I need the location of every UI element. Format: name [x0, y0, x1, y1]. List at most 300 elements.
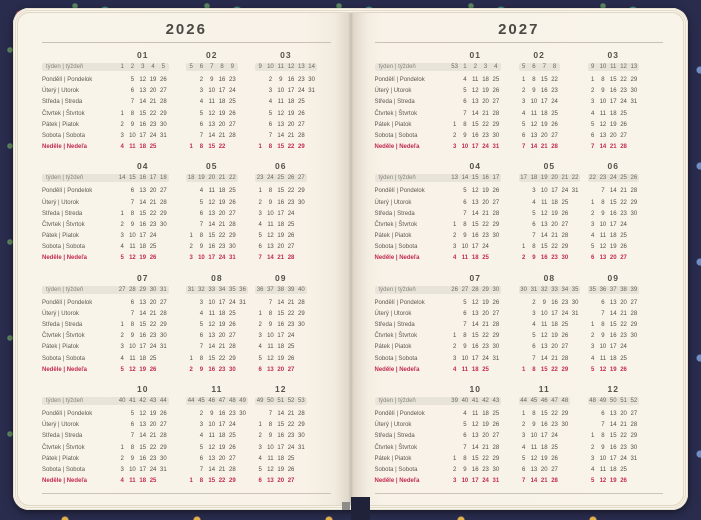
month-number: 02 — [206, 50, 218, 60]
day-number: 18 — [218, 310, 226, 317]
day-number: 14 — [471, 110, 479, 117]
week-number: 36 — [239, 286, 246, 293]
week-number: 42 — [482, 397, 489, 404]
day-number-row — [588, 354, 640, 365]
day-number — [450, 420, 460, 431]
week-number: 44 — [159, 397, 167, 404]
day-number: 27 — [228, 455, 236, 462]
day-number — [629, 465, 639, 476]
day-number: 31 — [492, 144, 500, 151]
week-number: 49 — [599, 397, 607, 404]
month-table — [450, 159, 502, 264]
day-number-row — [519, 109, 560, 120]
week-number: 11 — [610, 64, 617, 70]
day-number: 1 — [258, 310, 262, 317]
open-spread — [18, 13, 683, 505]
day-number-row — [255, 298, 307, 309]
day-number: 24 — [620, 221, 627, 228]
day-label: Sobota | Sobota — [374, 466, 418, 473]
day-number-row — [117, 120, 169, 131]
day-number-row — [117, 97, 169, 108]
day-number: 12 — [599, 121, 607, 128]
day-number: 15 — [471, 333, 479, 340]
day-number: 17 — [551, 310, 558, 317]
day-number: 13 — [208, 455, 216, 462]
day-number-row — [588, 431, 640, 442]
day-number: 3 — [452, 244, 457, 251]
week-number: 3 — [483, 64, 488, 70]
day-number: 19 — [482, 188, 489, 195]
day-number: 7 — [601, 422, 605, 429]
day-number: 18 — [609, 110, 617, 117]
day-number: 13 — [471, 433, 479, 440]
week-number: 2 — [473, 64, 477, 70]
calendar-grid-2026 — [42, 48, 331, 487]
day-label: Středa | Streda — [42, 433, 83, 440]
day-number: 16 — [139, 333, 147, 340]
day-number: 27 — [228, 210, 236, 217]
day-number: 18 — [277, 221, 285, 228]
month-block-2026-02 — [186, 48, 250, 153]
day-number — [255, 86, 265, 97]
sunday-number-row — [186, 142, 238, 153]
day-number-row — [450, 242, 502, 253]
day-number: 1 — [120, 210, 124, 217]
day-number: 25 — [297, 99, 305, 106]
day-number: 22 — [620, 199, 627, 206]
day-number: 27 — [630, 410, 638, 417]
day-number: 23 — [218, 244, 226, 251]
month-band — [42, 48, 331, 153]
day-number-row — [450, 75, 502, 86]
day-number: 28 — [492, 210, 500, 217]
day-label: Pátek | Piatok — [42, 233, 79, 240]
day-number: 19 — [551, 210, 558, 217]
month-band — [42, 271, 331, 376]
day-number — [296, 220, 306, 231]
day-number: 21 — [620, 188, 627, 195]
day-number — [186, 454, 196, 465]
day-number: 5 — [463, 188, 467, 195]
day-number-row — [450, 231, 502, 242]
day-number: 6 — [258, 366, 262, 373]
week-number: 40 — [118, 397, 126, 404]
day-number: 18 — [218, 99, 226, 106]
week-number: 50 — [609, 397, 617, 404]
day-number: 2 — [590, 333, 595, 340]
week-number: 14 — [118, 175, 126, 182]
day-number: 12 — [129, 366, 136, 373]
day-number: 4 — [452, 366, 457, 373]
day-number: 4 — [590, 233, 595, 240]
day-number: 9 — [130, 333, 135, 340]
month-table — [450, 271, 502, 376]
day-number: 6 — [258, 478, 262, 485]
day-number: 29 — [492, 455, 500, 462]
day-number — [450, 431, 460, 442]
week-label: týden | týždeň — [42, 174, 118, 182]
day-number: 31 — [297, 444, 305, 451]
day-number: 5 — [590, 366, 595, 373]
day-number — [450, 86, 460, 97]
week-number-row — [255, 286, 307, 294]
day-number: 29 — [228, 478, 236, 485]
day-number: 10 — [129, 466, 136, 473]
day-number: 11 — [472, 77, 479, 83]
day-number — [629, 253, 639, 264]
day-number: 28 — [159, 199, 167, 206]
sunday-number-row — [450, 253, 502, 264]
day-number: 4 — [463, 77, 467, 83]
day-number: 3 — [590, 221, 595, 228]
day-number: 17 — [139, 466, 147, 473]
day-number: 18 — [287, 99, 295, 106]
day-number — [158, 253, 168, 264]
day-number-row — [450, 131, 502, 142]
day-number: 5 — [268, 110, 273, 117]
day-number-row — [450, 331, 502, 342]
week-number-row — [519, 174, 581, 182]
day-number: 4 — [120, 355, 124, 362]
day-number: 6 — [521, 132, 526, 139]
day-number: 21 — [551, 233, 558, 240]
day-number — [255, 109, 265, 120]
week-label: týden | týždeň — [42, 397, 118, 405]
day-number: 5 — [120, 255, 124, 262]
header-spacer — [42, 48, 112, 63]
day-number: 1 — [452, 121, 457, 128]
day-number: 23 — [297, 77, 305, 83]
day-number: 19 — [149, 77, 157, 83]
day-number: 30 — [561, 422, 569, 429]
day-number: 17 — [471, 355, 479, 362]
week-number: 44 — [187, 397, 195, 404]
day-number: 25 — [492, 410, 500, 417]
week-number: 46 — [540, 397, 548, 404]
month-table — [519, 159, 581, 264]
day-number: 29 — [492, 121, 500, 128]
day-number: 27 — [287, 244, 295, 251]
day-number — [450, 97, 460, 108]
day-number — [306, 97, 316, 108]
day-number: 27 — [492, 99, 500, 106]
month-block-2027-01 — [450, 48, 514, 153]
day-number — [296, 365, 306, 376]
month-table — [117, 271, 169, 376]
day-number-row — [186, 431, 248, 442]
day-number-row — [117, 409, 169, 420]
month-block-2027-11 — [519, 382, 583, 487]
day-number: 6 — [463, 433, 467, 440]
day-number-row — [519, 454, 571, 465]
day-number-row — [117, 109, 169, 120]
day-number: 10 — [530, 99, 538, 106]
day-number: 1 — [120, 444, 124, 451]
day-number: 23 — [228, 410, 236, 417]
day-number: 18 — [471, 255, 479, 262]
day-number: 8 — [130, 444, 135, 451]
week-number: 30 — [149, 286, 157, 293]
day-number: 20 — [609, 255, 617, 262]
day-number: 5 — [590, 478, 595, 485]
week-number: 30 — [492, 286, 500, 293]
day-number: 24 — [149, 233, 157, 240]
day-number: 6 — [532, 344, 536, 351]
week-number: 3 — [141, 64, 145, 70]
day-number: 18 — [139, 244, 147, 251]
day-number: 21 — [287, 132, 295, 139]
day-number: 8 — [463, 121, 467, 128]
day-number: 10 — [461, 355, 469, 362]
day-number — [255, 298, 265, 309]
day-number-row — [186, 409, 248, 420]
week-number: 27 — [461, 286, 469, 293]
day-number: 4 — [452, 255, 457, 262]
day-number: 23 — [561, 299, 569, 306]
week-number: 35 — [571, 286, 579, 293]
day-number — [519, 320, 529, 331]
day-number-row — [255, 86, 317, 97]
day-number: 29 — [228, 233, 236, 240]
month-block-2026-09 — [255, 271, 319, 376]
day-number-row — [186, 298, 248, 309]
day-number: 3 — [532, 188, 536, 195]
day-number: 16 — [139, 121, 147, 128]
day-number: 21 — [540, 144, 548, 151]
day-number: 2 — [189, 366, 193, 373]
day-number: 6 — [130, 88, 135, 95]
day-number: 16 — [139, 221, 147, 228]
day-number: 22 — [620, 322, 627, 328]
day-number: 15 — [139, 322, 147, 328]
day-number — [158, 365, 168, 376]
day-number — [186, 86, 196, 97]
day-number: 30 — [159, 455, 167, 462]
day-number — [296, 253, 306, 264]
day-number: 23 — [620, 333, 627, 340]
day-number: 16 — [540, 255, 548, 262]
month-block-2026-11 — [186, 382, 250, 487]
day-number: 31 — [159, 466, 167, 473]
day-number: 7 — [601, 188, 605, 195]
day-number: 11 — [208, 310, 215, 317]
day-number: 9 — [130, 121, 135, 128]
day-number — [117, 186, 127, 197]
day-number: 13 — [471, 99, 479, 106]
day-number: 4 — [199, 310, 204, 317]
day-number: 17 — [551, 188, 558, 195]
day-number: 17 — [287, 88, 295, 95]
month-block-2026-06 — [255, 159, 319, 264]
day-label: Čtvrtek | Štvrtok — [42, 333, 85, 340]
day-number: 11 — [129, 244, 136, 251]
week-number: 13 — [297, 64, 305, 70]
day-number-row — [519, 354, 581, 365]
day-number: 14 — [139, 199, 147, 206]
month-block-2027-02 — [519, 48, 583, 153]
day-number — [237, 309, 247, 320]
day-number: 28 — [630, 310, 638, 317]
day-number: 5 — [521, 455, 526, 462]
day-number: 21 — [149, 199, 157, 206]
day-number: 23 — [551, 422, 558, 429]
day-number-row — [519, 342, 581, 353]
sunday-number-row — [450, 142, 502, 153]
day-number-row — [255, 331, 307, 342]
day-number-row — [186, 75, 238, 86]
month-block-2026-04 — [117, 159, 181, 264]
day-number: 23 — [218, 366, 226, 373]
month-table — [519, 382, 571, 487]
day-number: 8 — [601, 199, 605, 206]
day-number: 30 — [297, 433, 305, 440]
day-label: Čtvrtek | Štvrtok — [42, 221, 85, 228]
day-number-row — [117, 454, 169, 465]
bottom-divider — [375, 493, 664, 494]
day-number: 5 — [590, 244, 595, 251]
day-number: 12 — [471, 299, 479, 306]
day-number: 22 — [149, 210, 157, 217]
day-number: 2 — [521, 255, 526, 262]
day-number: 31 — [571, 188, 579, 195]
day-number: 27 — [228, 333, 236, 340]
day-number — [255, 97, 265, 108]
day-label: Pondělí | Pondelok — [42, 299, 93, 306]
day-number: 3 — [590, 99, 595, 106]
day-number: 21 — [149, 99, 157, 106]
day-number: 19 — [139, 255, 147, 262]
day-number: 7 — [521, 478, 526, 485]
day-number: 27 — [287, 478, 295, 485]
week-number: 26 — [630, 175, 638, 182]
day-number: 29 — [159, 110, 167, 117]
day-number: 2 — [199, 410, 204, 417]
year-title: 2027 — [498, 21, 540, 38]
week-number: 17 — [492, 175, 500, 182]
day-number: 19 — [482, 422, 489, 429]
day-number-row — [186, 354, 248, 365]
day-number — [117, 431, 127, 442]
day-number — [629, 120, 639, 131]
day-number: 25 — [620, 466, 627, 473]
day-number: 24 — [149, 466, 157, 473]
day-number: 12 — [471, 422, 479, 429]
day-number: 8 — [199, 478, 204, 485]
day-number: 16 — [208, 244, 216, 251]
day-number: 6 — [199, 121, 204, 128]
month-table — [117, 48, 169, 153]
week-number: 52 — [630, 397, 638, 404]
day-number: 1 — [521, 77, 526, 83]
month-number: 08 — [211, 272, 223, 283]
day-number-row — [255, 220, 307, 231]
week-number-row — [519, 286, 581, 294]
sunday-number-row — [450, 476, 502, 487]
day-number: 8 — [268, 310, 273, 317]
day-number-row — [186, 109, 238, 120]
day-number — [186, 198, 196, 209]
day-number — [519, 220, 529, 231]
day-number: 26 — [228, 322, 236, 328]
day-number: 5 — [199, 199, 204, 206]
week-label: týden | týždeň — [375, 286, 451, 294]
month-band — [375, 382, 664, 487]
day-number: 22 — [482, 455, 489, 462]
day-number-row — [186, 131, 238, 142]
week-number: 34 — [218, 286, 226, 293]
day-number: 29 — [159, 322, 167, 328]
day-number: 24 — [218, 255, 226, 262]
day-number: 15 — [471, 121, 479, 128]
month-block-2027-06 — [588, 159, 652, 264]
day-number: 15 — [208, 144, 216, 151]
day-number — [158, 476, 168, 487]
day-number: 13 — [599, 132, 607, 139]
day-number: 22 — [287, 310, 295, 317]
day-number: 30 — [159, 333, 167, 340]
day-number: 3 — [199, 422, 204, 429]
day-label: Čtvrtek | Štvrtok — [374, 333, 418, 340]
day-number: 7 — [463, 444, 467, 451]
day-number: 8 — [199, 233, 204, 240]
day-number: 10 — [129, 344, 136, 351]
day-number: 19 — [482, 88, 489, 95]
day-number: 11 — [208, 188, 215, 195]
day-number: 9 — [130, 455, 135, 462]
day-number: 11 — [129, 478, 136, 485]
day-number: 26 — [620, 366, 627, 373]
day-number: 14 — [208, 466, 216, 473]
day-number: 7 — [590, 144, 595, 151]
day-number: 29 — [297, 422, 305, 429]
day-number: 3 — [452, 355, 457, 362]
year-divider — [42, 42, 331, 43]
day-number — [296, 331, 306, 342]
day-number: 22 — [551, 366, 558, 373]
day-number: 28 — [620, 144, 627, 151]
day-number: 3 — [199, 88, 204, 95]
week-number-row — [117, 63, 169, 71]
day-number — [186, 209, 196, 220]
day-number: 20 — [620, 410, 627, 417]
day-number-row — [186, 320, 248, 331]
day-number: 23 — [620, 444, 627, 451]
day-number: 13 — [609, 410, 617, 417]
week-number: 5 — [161, 64, 165, 70]
day-number: 18 — [609, 233, 617, 240]
day-number: 28 — [159, 310, 167, 317]
day-number: 14 — [471, 210, 479, 217]
day-number: 29 — [630, 77, 638, 83]
day-number: 27 — [620, 255, 627, 262]
week-number: 52 — [287, 397, 295, 404]
week-number: 20 — [551, 175, 558, 182]
day-label-column — [42, 159, 112, 264]
month-number: 10 — [469, 383, 481, 394]
week-number: 22 — [589, 175, 596, 182]
day-number: 20 — [482, 310, 489, 317]
day-number: 1 — [258, 422, 262, 429]
day-number: 13 — [139, 88, 147, 95]
week-number: 31 — [159, 286, 167, 293]
day-number-row — [519, 309, 581, 320]
day-number — [117, 97, 127, 108]
month-block-2027-05 — [519, 159, 583, 264]
day-number: 4 — [199, 433, 204, 440]
day-number: 11 — [129, 144, 136, 151]
month-number: 10 — [137, 383, 149, 394]
sunday-number-row — [117, 142, 169, 153]
